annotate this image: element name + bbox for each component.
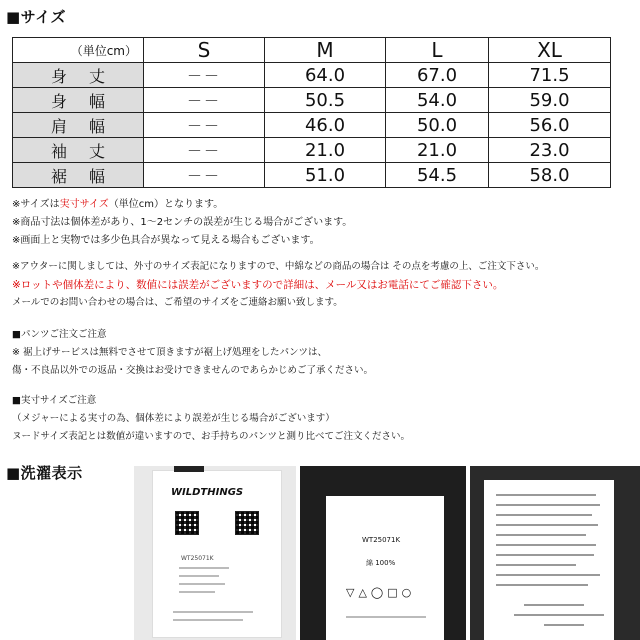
fabric-composition: 綿 100% xyxy=(366,559,396,567)
tag-text-line xyxy=(496,514,592,516)
tag-text-line xyxy=(496,544,596,546)
unit-label: （単位cm） xyxy=(13,38,144,63)
size-section-title: ■サイズ xyxy=(6,8,66,26)
qr-code-icon xyxy=(175,511,199,535)
note-line: ※サイズは実寸サイズ（単位cm）となります。 xyxy=(12,199,224,210)
care-style-number: WT25071K xyxy=(362,536,401,544)
size-cell: 56.0 xyxy=(489,113,611,138)
size-cell: 67.0 xyxy=(386,63,489,88)
table-row xyxy=(13,88,611,113)
tag-text-line xyxy=(179,591,215,593)
tag-text-line xyxy=(496,584,588,586)
size-cell: －－ xyxy=(144,163,265,188)
wash-section-title: ■洗濯表示 xyxy=(6,464,83,482)
table-row xyxy=(13,163,611,188)
tag-text-line xyxy=(173,611,253,613)
note-line: ※商品寸法は個体差があり、1～2センチの誤差が生じる場合がございます。 xyxy=(12,217,353,228)
size-cell: 64.0 xyxy=(265,63,386,88)
tag-text-line xyxy=(179,575,219,577)
actual-size-notes xyxy=(12,392,410,446)
table-row xyxy=(13,113,611,138)
tag-text-line xyxy=(179,583,225,585)
note-line: ※アウターに関しましては、外寸のサイズ表記になりますので、中綿などの商品の場合は その点を考慮の上、ご注文下さい。 xyxy=(12,261,545,272)
size-header-m: M xyxy=(265,38,386,63)
tag-text-line xyxy=(524,604,584,606)
row-label: 身丈 xyxy=(13,63,144,88)
tag-text-line xyxy=(496,554,594,556)
size-cell: 21.0 xyxy=(265,138,386,163)
laundry-symbols-icon: ▽△◯□○ xyxy=(346,586,416,599)
table-row xyxy=(13,138,611,163)
row-label: 裾幅 xyxy=(13,163,144,188)
size-cell: 54.5 xyxy=(386,163,489,188)
size-cell: －－ xyxy=(144,138,265,163)
size-cell: －－ xyxy=(144,63,265,88)
table-row xyxy=(13,63,611,88)
caution-label xyxy=(484,480,614,640)
size-header-l: L xyxy=(386,38,489,63)
tag-text-line xyxy=(496,494,596,496)
care-label xyxy=(326,496,444,640)
size-cell: 51.0 xyxy=(265,163,386,188)
size-cell: 71.5 xyxy=(489,63,611,88)
brand-tag xyxy=(152,470,282,638)
note-line: （メジャーによる実寸の為、個体差により誤差が生じる場合がございます） xyxy=(12,413,335,424)
note-line: メールでのお問い合わせの場合は、ご希望のサイズをご連絡お願い致します。 xyxy=(12,297,343,308)
size-table xyxy=(12,37,611,188)
caution-label-photo xyxy=(470,466,640,640)
size-cell: 50.5 xyxy=(265,88,386,113)
actual-notes-title: ■実寸サイズご注意 xyxy=(12,395,97,406)
tag-text-line xyxy=(179,567,229,569)
size-header-xl: XL xyxy=(489,38,611,63)
size-cell: －－ xyxy=(144,113,265,138)
note-red-text: 実寸サイズ xyxy=(59,199,109,210)
pants-notes xyxy=(12,326,373,380)
outer-notes xyxy=(12,258,544,312)
brand-logo: WILDTHINGS xyxy=(171,487,244,498)
row-label: 肩幅 xyxy=(13,113,144,138)
note-line: ※画面上と実物では多少色具合が異なって見える場合もございます。 xyxy=(12,235,320,246)
tag-text-line xyxy=(496,574,600,576)
tag-text-line xyxy=(496,504,600,506)
size-cell: 59.0 xyxy=(489,88,611,113)
tag-text-line xyxy=(496,524,598,526)
garment-fabric xyxy=(174,466,204,472)
size-header-s: S xyxy=(144,38,265,63)
note-line-red: ※ロットや個体差により、数値には誤差がございますので詳細は、メール又はお電話にてご確認下さい。 xyxy=(12,279,504,291)
tag-text-line xyxy=(173,619,243,621)
note-line: ヌードサイズ表記とは数値が違いますので、お手持ちのパンツと測り比べてご注文ください。 xyxy=(12,431,411,442)
tag-text-line xyxy=(496,534,586,536)
note-line: 傷・不良品以外での返品・交換はお受けできませんのであらかじめご了承ください。 xyxy=(12,365,374,376)
brand-tag-photo xyxy=(134,466,296,640)
size-cell: 58.0 xyxy=(489,163,611,188)
pants-notes-title: ■パンツご注文ご注意 xyxy=(12,329,107,340)
size-notes xyxy=(12,196,352,250)
size-cell: 50.0 xyxy=(386,113,489,138)
note-line: ※ 裾上げサービスは無料でさせて頂きますが裾上げ処理をしたパンツは、 xyxy=(12,347,327,358)
qr-code-icon xyxy=(235,511,259,535)
size-cell: －－ xyxy=(144,88,265,113)
row-label: 袖丈 xyxy=(13,138,144,163)
size-cell: 54.0 xyxy=(386,88,489,113)
tag-text-line xyxy=(544,624,584,626)
tag-text-line xyxy=(514,614,604,616)
size-cell: 23.0 xyxy=(489,138,611,163)
size-cell: 21.0 xyxy=(386,138,489,163)
style-number: WT25071K xyxy=(181,555,214,562)
row-label: 身幅 xyxy=(13,88,144,113)
size-cell: 46.0 xyxy=(265,113,386,138)
size-header-row xyxy=(13,38,611,63)
care-label-photo xyxy=(300,466,466,640)
tag-text-line xyxy=(346,616,426,618)
tag-text-line xyxy=(496,564,576,566)
